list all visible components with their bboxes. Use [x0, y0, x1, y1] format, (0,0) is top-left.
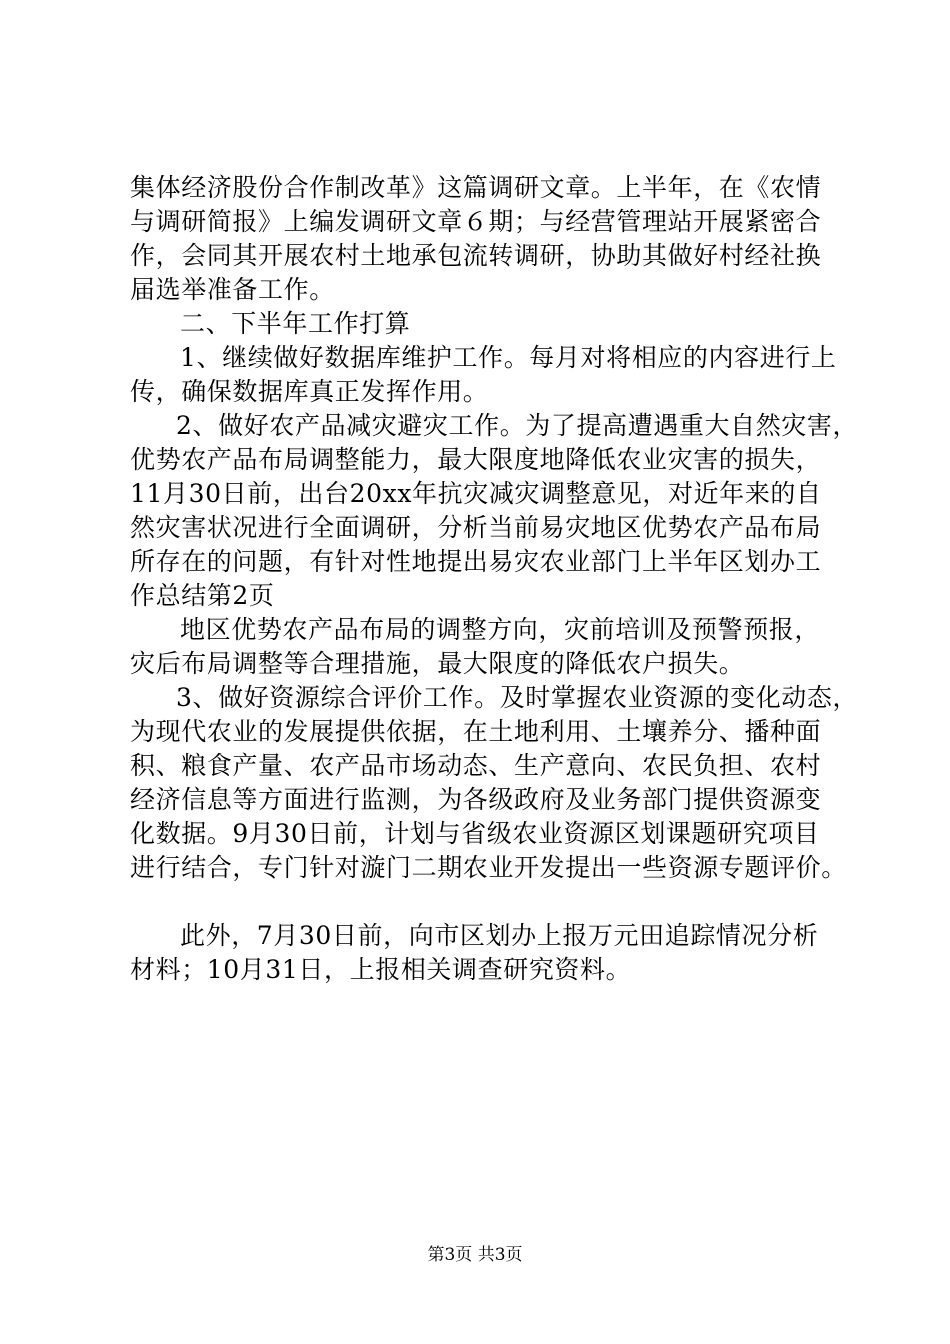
text-line-18: 积、粮食产量、农产品市场动态、生产意向、农民负担、农村	[130, 751, 822, 780]
text-line-3: 作，会同其开展农村土地承包流转调研，协助其做好村经社换	[130, 241, 822, 270]
text-line-23: 材料；10月31日，上报相关调查研究资料。	[130, 955, 632, 984]
text-line-12: 所存在的问题，有针对性地提出易灾农业部门上半年区划办工	[130, 547, 822, 576]
text-line-6: 1、继续做好数据库维护工作。每月对将相应的内容进行上	[180, 343, 837, 372]
text-line-8: 2、做好农产品减灾避灾工作。为了提高遭遇重大自然灾害，	[176, 411, 859, 440]
text-line-9: 优势农产品布局调整能力，最大限度地降低农业灾害的损失，	[130, 445, 822, 474]
text-line-14: 地区优势农产品布局的调整方向，灾前培训及预警预报，	[180, 615, 821, 644]
text-line-10: 11月30日前，出台20xx年抗灾减灾调整意见，对近年来的自	[130, 479, 822, 508]
text-line-21: 进行结合，专门针对漩门二期农业开发提出一些资源专题评价。	[130, 853, 847, 882]
page-number-footer: 第3页 共3页	[427, 1245, 523, 1265]
text-line-11: 然灾害状况进行全面调研，分析当前易灾地区优势农产品布局	[130, 513, 822, 542]
text-line-17: 为现代农业的发展提供依据，在土地利用、土壤养分、播种面	[130, 717, 822, 746]
text-line-1: 集体经济股份合作制改革》这篇调研文章。上半年，在《农情	[130, 173, 822, 202]
section-heading: 二、下半年工作打算	[180, 309, 411, 338]
text-line-19: 经济信息等方面进行监测，为各级政府及业务部门提供资源变	[130, 785, 822, 814]
text-line-2: 与调研简报》上编发调研文章６期；与经营管理站开展紧密合	[130, 207, 822, 236]
text-line-7: 传，确保数据库真正发挥作用。	[130, 377, 489, 406]
text-line-16: 3、做好资源综合评价工作。及时掌握农业资源的变化动态，	[176, 683, 859, 712]
text-line-22: 此外，7月30日前，向市区划办上报万元田追踪情况分析	[180, 921, 819, 950]
text-line-15: 灾后布局调整等合理措施，最大限度的降低农户损失。	[130, 649, 745, 678]
text-line-13: 作总结第2页	[130, 581, 275, 610]
text-line-20: 化数据。9月30日前，计划与省级农业资源区划课题研究项目	[130, 819, 820, 848]
text-line-4: 届选举准备工作。	[130, 275, 335, 304]
